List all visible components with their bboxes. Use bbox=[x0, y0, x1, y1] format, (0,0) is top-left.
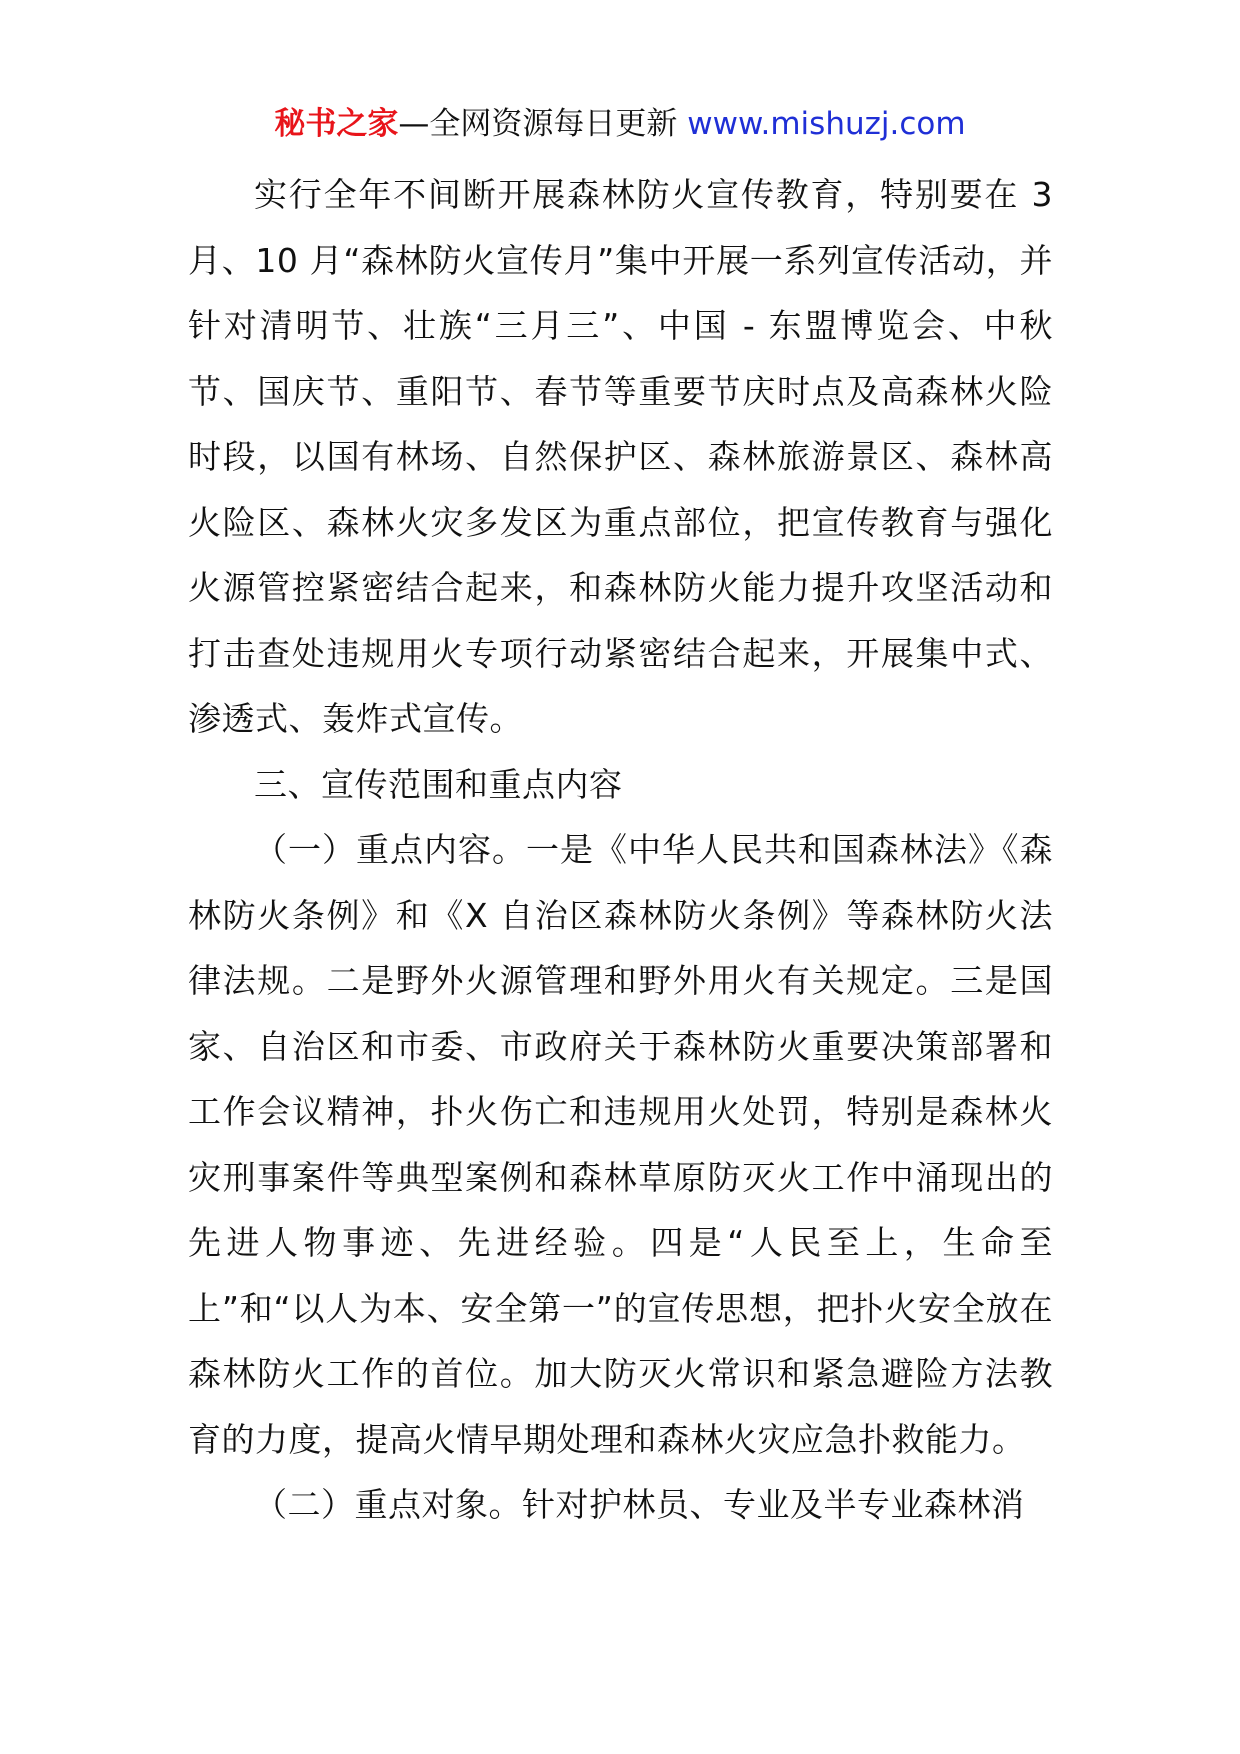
body-paragraph: （二）重点对象。针对护林员、专业及半专业森林消 bbox=[254, 1485, 1025, 1524]
section-heading: 三、宣传范围和重点内容 bbox=[254, 764, 623, 804]
body-paragraph: 实行全年不间断开展森林防火宣传教育，特别要在 3 月、10 月“森林防火宣传月”集中开展一系列宣传活动，并针对清明节、壮族“三月三”、中国 - 东盟博览会、中秋节、国庆节、重阳节、春节等重要节庆时点及高森林火险时段，以国有林场、自然保护区、森林旅游景区、森林高火险区、森林火灾多发区为重点部位，把宣传教育与强化火源管控紧密结合起来，和森林防火能力提升攻坚活动和打击查处违规用火专项行动紧密结合起来，开展集中式、渗透式、轰炸式宣传。 bbox=[188, 175, 1053, 738]
header-tagline: —全网资源每日更新 bbox=[398, 106, 678, 142]
website-link[interactable]: www.mishuzj.com bbox=[687, 106, 966, 142]
body-paragraph: （一）重点内容。一是《中华人民共和国森林法》《森林防火条例》和《X 自治区森林防火条例》等森林防火法律法规。二是野外火源管理和野外用火有关规定。三是国家、自治区和市委、市政府关于森林防火重要决策部署和工作会议精神，扑火伤亡和违规用火处罚，特别是森林火灾刑事案件等典型案例和森林草原防灭火工作中涌现出的先进人物事迹、先进经验。四是“人民至上，生命至上”和“以人为本、安全第一”的宣传思想，把扑火安全放在森林防火工作的首位。加大防灭火常识和紧急避险方法教育的力度，提高火情早期处理和森林火灾应急扑救能力。 bbox=[188, 830, 1053, 1459]
document-body bbox=[188, 162, 1053, 1538]
page-header bbox=[0, 104, 1240, 144]
brand-name: 秘书之家 bbox=[274, 106, 399, 142]
